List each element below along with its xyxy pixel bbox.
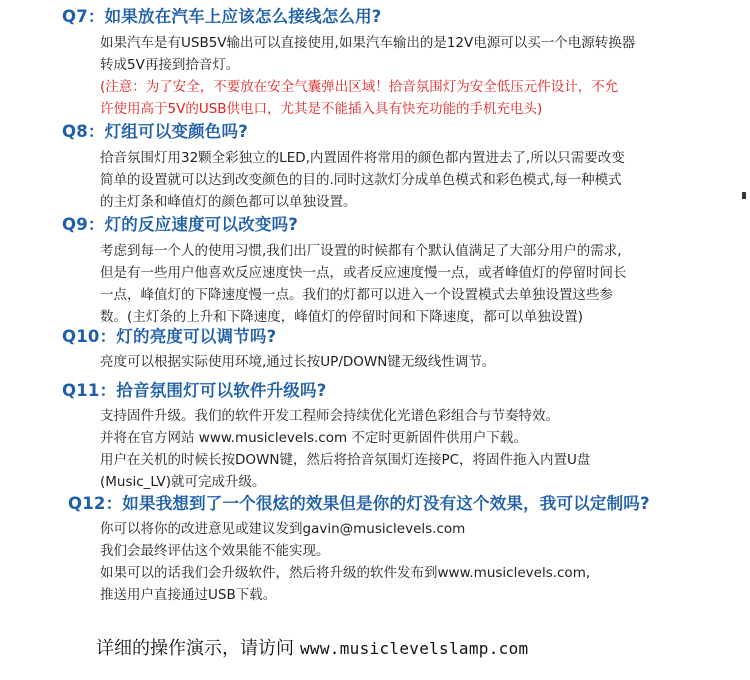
- faq-answer-q7: [100, 32, 635, 120]
- warning-line: 许使用高于5V的USB供电口，尤其是不能插入具有快充功能的手机充电头): [100, 101, 543, 117]
- answer-line: 拾音氛围灯用32颗全彩独立的LED,内置固件将常用的颜色都内置进去了,所以只需要改变: [100, 150, 625, 166]
- faq-question-q8: Q8：灯组可以变颜色吗?: [62, 122, 248, 141]
- answer-line: 一点，峰值灯的下降速度慢一点。我们的灯都可以进入一个设置模式去单独设置这些参: [100, 287, 613, 303]
- answer-line: 数。(主灯条的上升和下降速度，峰值灯的停留时间和下降速度，都可以单独设置): [100, 309, 584, 325]
- warning-line: (注意：为了安全，不要放在安全气囊弹出区域！拾音氛围灯为安全低压元件设计，不允: [100, 79, 619, 95]
- answer-line: 并将在官方网站 www.musiclevels.com 不定时更新固件供用户下载。: [100, 430, 527, 446]
- footer-note: [96, 636, 528, 662]
- answer-line: 推送用户直接通过USB下载。: [100, 587, 277, 603]
- faq-question-q11: Q11：拾音氛围灯可以软件升级吗?: [62, 381, 327, 400]
- footer-label: 详细的操作演示，请访问: [96, 638, 294, 659]
- answer-line: (Music_LV)就可完成升级。: [100, 474, 266, 490]
- edge-marker: [742, 192, 746, 199]
- answer-line: 用户在关机的时候长按DOWN键，然后将拾音氛围灯连接PC，将固件拖入内置U盘: [100, 452, 591, 468]
- faq-answer-q12: [100, 518, 590, 606]
- footer-website-link[interactable]: www.musiclevelslamp.com: [300, 639, 529, 658]
- faq-answer-q10: [100, 351, 495, 373]
- answer-line: 支持固件升级。我们的软件开发工程师会持续优化光谱色彩组合与节奏特效。: [100, 408, 559, 424]
- answer-line: 简单的设置就可以达到改变颜色的目的.同时这款灯分成单色模式和彩色模式,每一种模式: [100, 172, 622, 188]
- answer-line: 你可以将你的改进意见或建议发到gavin@musiclevels.com: [100, 521, 466, 537]
- answer-line: 如果可以的话我们会升级软件，然后将升级的软件发布到www.musiclevels.com,: [100, 565, 591, 581]
- faq-question-q9: Q9：灯的反应速度可以改变吗?: [62, 215, 299, 234]
- faq-question-q7: Q7：如果放在汽车上应该怎么接线怎么用?: [62, 7, 382, 26]
- faq-answer-q11: [100, 405, 590, 493]
- faq-answer-q9: [100, 240, 627, 328]
- answer-line: 我们会最终评估这个效果能不能实现。: [100, 543, 330, 559]
- answer-line: 如果汽车是有USB5V输出可以直接使用,如果汽车输出的是12V电源可以买一个电源转换器: [100, 35, 636, 51]
- faq-answer-q8: [100, 147, 625, 213]
- faq-question-q10: Q10：灯的亮度可以调节吗?: [62, 327, 277, 346]
- answer-line: 的主灯条和峰值灯的颜色都可以单独设置。: [100, 194, 357, 210]
- answer-line: 但是有一些用户他喜欢反应速度快一点，或者反应速度慢一点，或者峰值灯的停留时间长: [100, 265, 627, 281]
- faq-question-q12: Q12：如果我想到了一个很炫的效果但是你的灯没有这个效果，我可以定制吗?: [68, 494, 650, 513]
- answer-line: 转成5V再接到拾音灯。: [100, 57, 240, 73]
- answer-line: 考虑到每一个人的使用习惯,我们出厂设置的时候都有个默认值满足了大部分用户的需求,: [100, 243, 622, 259]
- answer-line: 亮度可以根据实际使用环境,通过长按UP/DOWN键无级线性调节。: [100, 354, 496, 370]
